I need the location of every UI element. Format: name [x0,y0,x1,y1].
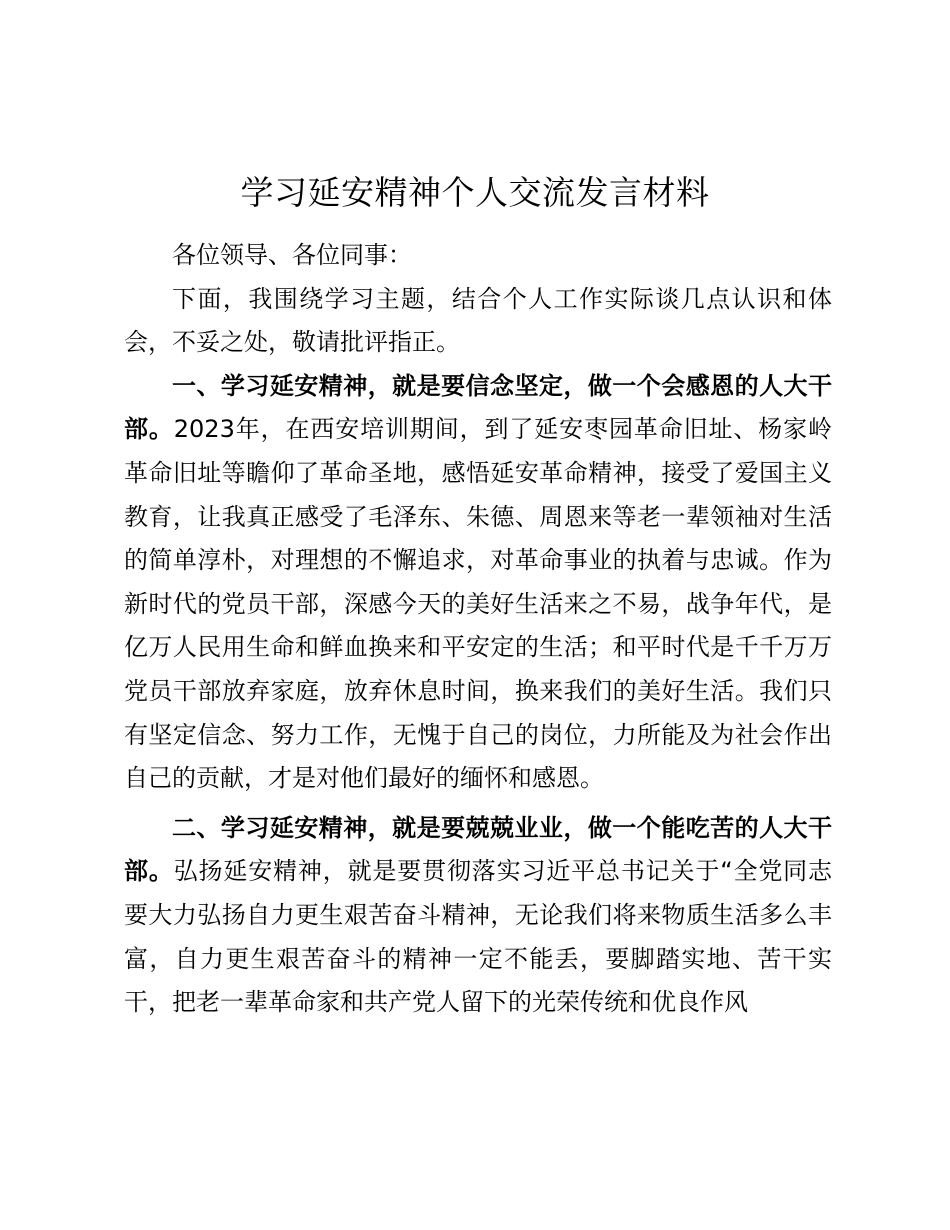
section-1-paragraph [124,365,832,801]
document-body [124,234,832,1025]
section-1-heading: 一、学习延安精神，就是要信念坚定，做一个会感恩的人大干部。 [124,371,832,444]
section-2-text: 弘扬延安精神，就是要贯彻落实习近平总书记关于“全党同志要大力弘扬自力更生艰苦奋斗精神，无论我们将来物质生活多么丰富，自力更生艰苦奋斗的精神一定不能丢，要脚踏实地、苦干实干，把老一辈革命家和共产党人留下的光荣传统和优良作风 [124,857,832,1017]
section-2-heading: 二、学习延安精神，就是要兢兢业业，做一个能吃苦的人大干部。 [124,813,832,886]
salutation: 各位领导、各位同事： [172,241,412,269]
section-1-text: 2023年，在西安培训期间，到了延安枣园革命旧址、杨家岭革命旧址等瞻仰了革命圣地，感悟延安革命精神，接受了爱国主义教育，让我真正感受了毛泽东、朱德、周恩来等老一辈领袖对生活的简单淳朴，对理想的不懈追求，对革命事业的执着与忠诚。作为新时代的党员干部，深感今天的美好生活来之不易，战争年代，是亿万人民用生命和鲜血换来和平安定的生活；和平时代是千千万万党员干部放弃家庭，放弃休息时间，换来我们的美好生活。我们只有坚定信念、努力工作，无愧于自己的岗位，力所能及为社会作出自己的贡献，才是对他们最好的缅怀和感恩。 [124,415,833,793]
intro-paragraph: 下面，我围绕学习主题，结合个人工作实际谈几点认识和体会，不妥之处，敬请批评指正。 [124,284,832,357]
section-2-paragraph [124,807,832,1025]
document-title: 学习延安精神个人交流发言材料 [240,173,710,212]
